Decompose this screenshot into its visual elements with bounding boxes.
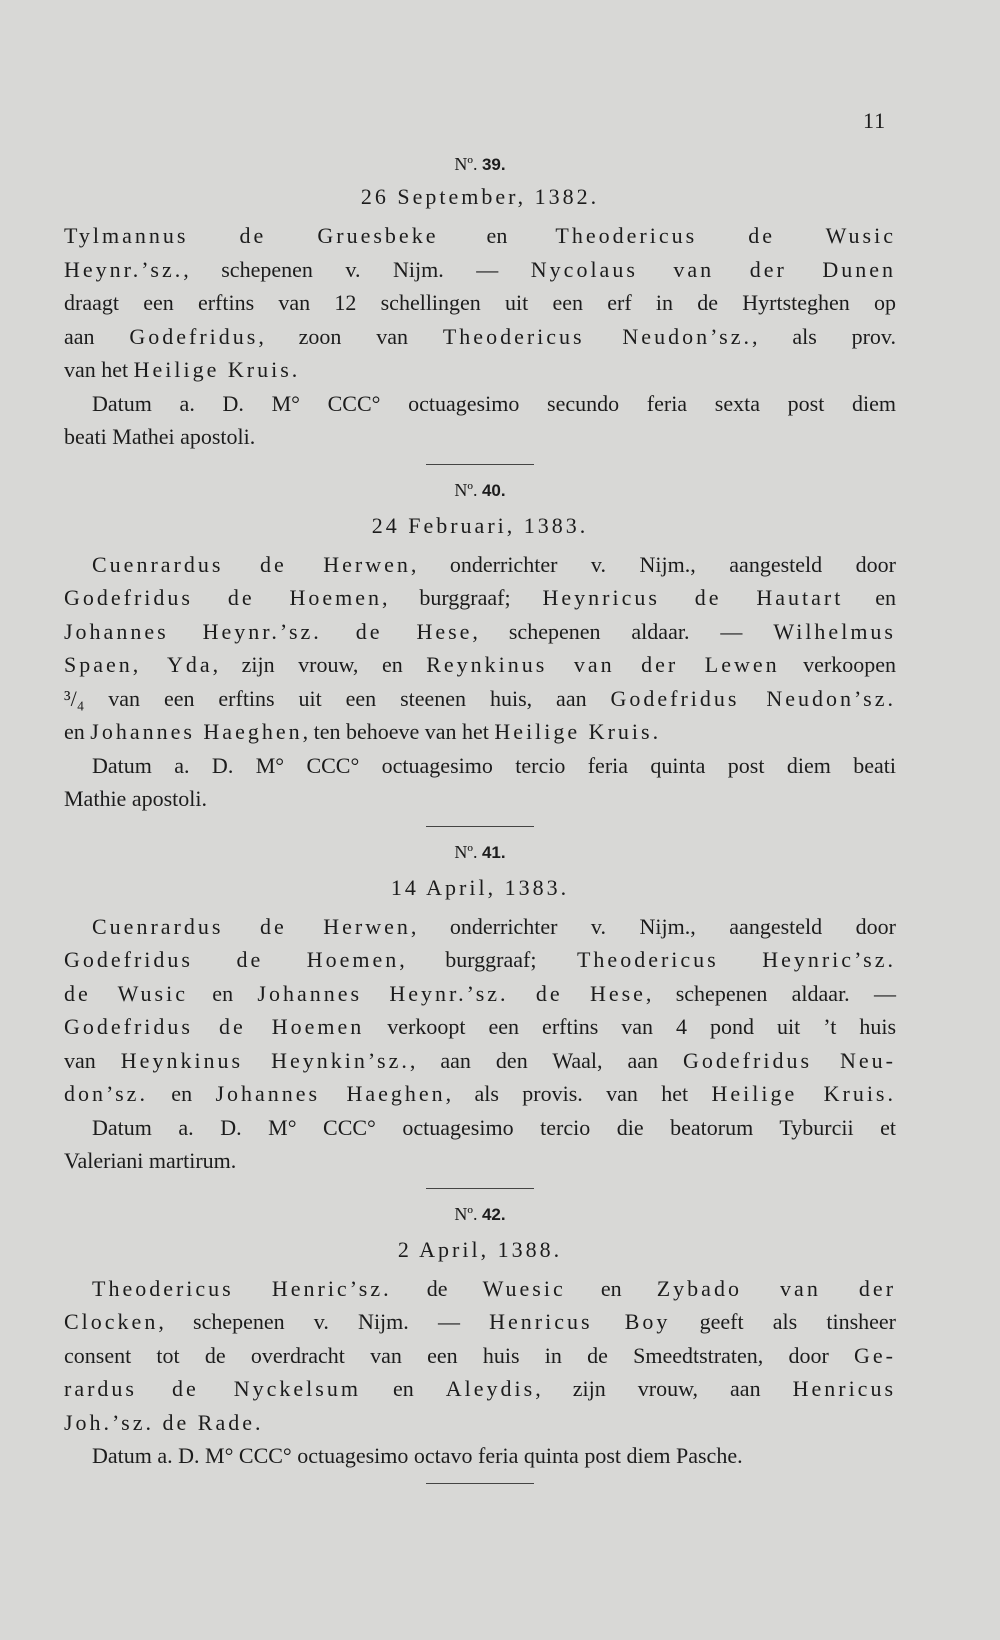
text-run: en [438,223,556,248]
text-line [64,1406,896,1440]
entry-number-prefix: Nº. [454,479,482,500]
name-spaced: Wuesic [482,1275,566,1301]
entry-body [64,910,896,1178]
name-spaced: Cuenrardus de Herwen [92,551,411,577]
text-run: en [188,980,258,1006]
text-run: , ten behoeve van het [302,719,495,744]
text-line [64,219,896,253]
text-run: aan [64,323,130,349]
name-spaced: Joh.’sz. de Rade. [64,1409,264,1435]
text-run: ³/₄ van een erftins uit een steenen huis, aan [64,685,611,711]
text-line [64,420,896,454]
entry-number-value: 42. [481,1204,506,1224]
text-line [64,715,896,749]
name-spaced: Johannes Haeghen [215,1081,446,1106]
entry-number [64,1197,896,1232]
entry-number-prefix: Nº. [454,841,482,862]
name-spaced: Godefridus de Hoemen [64,947,400,972]
text-run: Datum a. D. M° CCC° octuagesimo tercio die beatorum Tyburcii et [92,1114,896,1140]
entry-body [64,548,896,816]
name-spaced: Clocken [64,1309,159,1334]
entry-number-value: 39. [481,155,506,174]
name-spaced: Spaen, Yda [64,652,213,677]
text-line [64,387,896,421]
name-spaced: Johannes Heynr.’sz. de Hese [257,980,646,1006]
text-line [64,977,896,1011]
name-spaced: de Wusic [64,980,188,1006]
text-run: consent tot de overdracht van een huis in de Smeedtstraten, door [64,1342,855,1368]
text-run: Datum a. D. M° CCC° octuagesimo secundo feria sexta post diem [92,390,896,416]
name-spaced: Godefridus Neudon’sz. [610,685,896,711]
text-line [64,1077,896,1111]
text-line [64,581,896,615]
text-line [64,782,896,816]
charter-entry [64,150,896,465]
entry-number-value: 40. [481,480,506,500]
text-run: , schepenen aldaar. — [645,980,896,1006]
name-spaced: Henricus Boy [489,1309,671,1334]
text-line [64,1339,896,1373]
text-line [64,548,896,582]
name-spaced: Tylmannus de Gruesbeke [64,223,439,248]
name-spaced: Heynricus de Hautart [542,585,844,610]
text-run: en [565,1275,657,1301]
text-line [64,320,896,354]
text-run: , schepenen v. Nijm. — [158,1309,490,1334]
charter-entry [64,1197,896,1484]
text-run: , aan den Waal, aan [409,1047,684,1073]
name-spaced: Theodericus Neudon’sz. [442,323,753,349]
text-line [64,648,896,682]
text-run: , als prov. [752,323,897,349]
text-line [64,286,896,320]
text-run: , zijn vrouw, en [212,652,427,677]
text-run: verkoopen [779,652,896,677]
text-run: Valeriani martirum. [64,1148,237,1173]
text-line [64,1372,896,1406]
text-line [64,1305,896,1339]
text-run: en [843,585,897,610]
text-line [64,1111,896,1145]
name-spaced: Cuenrardus de Herwen [92,913,411,939]
name-spaced: Reynkinus van der Lewen [426,652,780,677]
text-run: en [360,1376,446,1401]
name-spaced: Johannes Heynr.’sz. de Hese [64,618,473,644]
entry-body [64,1272,896,1473]
text-run: , zijn vrouw, aan [535,1376,793,1401]
text-run: en [147,1081,216,1106]
entry-date: 14 April, 1383. [390,874,570,900]
entry-body [64,219,896,454]
entry-date: 24 Februari, 1383. [371,512,589,538]
name-spaced: Heynr.’sz. [64,256,184,282]
text-line [64,1144,896,1178]
section-divider [426,826,534,827]
name-spaced: Godefridus de Hoemen [64,1014,365,1039]
entry-number [64,150,896,179]
charter-entry [64,473,896,827]
text-line [64,1010,896,1044]
text-run: draagt een erftins van 12 schellingen uit een erf in de Hyrtsteghen op [64,290,896,315]
name-spaced: Nycolaus van der Dunen [530,256,896,282]
name-spaced: Godefridus Neu- [683,1047,897,1073]
text-run: , als provis. van het [445,1081,712,1106]
entry-number-prefix: Nº. [454,1203,482,1224]
entry-date: 2 April, 1388. [397,1236,563,1262]
text-run: van [64,1047,121,1073]
name-spaced: Zybado van der [656,1275,897,1301]
name-spaced: don’sz. [64,1081,148,1106]
text-run: beati Mathei apostoli. [64,424,256,449]
text-line [64,1439,896,1473]
text-run: , burggraaf; [399,947,577,972]
text-run: de [391,1275,483,1301]
name-spaced: Henricus [792,1376,897,1401]
name-spaced: Heilige Kruis. [133,357,301,382]
text-run: , schepenen v. Nijm. — [183,256,531,282]
name-spaced: Heilige Kruis. [494,719,662,744]
name-spaced: Heilige Kruis. [711,1081,896,1106]
name-spaced: Johannes Haeghen [90,719,303,744]
text-line [64,615,896,649]
text-line [64,353,896,387]
name-spaced: Theodericus Henric’sz. [92,1275,392,1301]
text-run: , zoon van [258,323,443,349]
section-divider [426,464,534,465]
text-run: , onderrichter v. Nijm., aangesteld door [410,913,896,939]
entry-number-value: 41. [481,842,506,862]
name-spaced: Theodericus de Wusic [555,223,896,248]
name-spaced: Theodericus Heynric’sz. [576,947,897,972]
name-spaced: Godefridus de Hoemen [64,585,383,610]
entry-number [64,835,896,870]
name-spaced: Aleydis [445,1376,536,1401]
text-line [64,910,896,944]
text-line [64,253,896,287]
page-number: 11 [863,108,887,133]
text-run: verkoopt een erftins van 4 pond uit ’t huis [364,1014,897,1039]
text-run: Mathie apostoli. [64,786,207,811]
entry-date: 26 September, 1382. [360,184,600,209]
name-spaced: rardus de Nyckelsum [64,1376,361,1401]
text-run: , onderrichter v. Nijm., aangesteld door [410,551,896,577]
text-run: Datum a. D. M° CCC° octuagesimo tercio feria quinta post diem beati [92,752,896,778]
text-line [64,943,896,977]
text-column [64,150,896,1492]
entry-number-prefix: Nº. [454,154,482,174]
text-run: Datum a. D. M° CCC° octuagesimo octavo feria quinta post diem Pasche. [92,1443,743,1468]
text-run: , schepenen aldaar. — [472,618,774,644]
text-line [64,1044,896,1078]
text-run: , burggraaf; [382,585,543,610]
name-spaced: Ge- [854,1342,896,1368]
text-line [64,682,896,716]
name-spaced: Wilhelmus [773,618,896,644]
section-divider [426,1483,534,1484]
entry-number [64,473,896,508]
text-run: en [64,719,91,744]
section-divider [426,1188,534,1189]
charter-entry [64,835,896,1189]
text-run: geeft als tinsheer [670,1309,897,1334]
text-line [64,1272,896,1306]
name-spaced: Godefridus [129,323,259,349]
text-run: van het [64,357,134,382]
name-spaced: Heynkinus Heynkin’sz. [120,1047,410,1073]
text-line [64,749,896,783]
